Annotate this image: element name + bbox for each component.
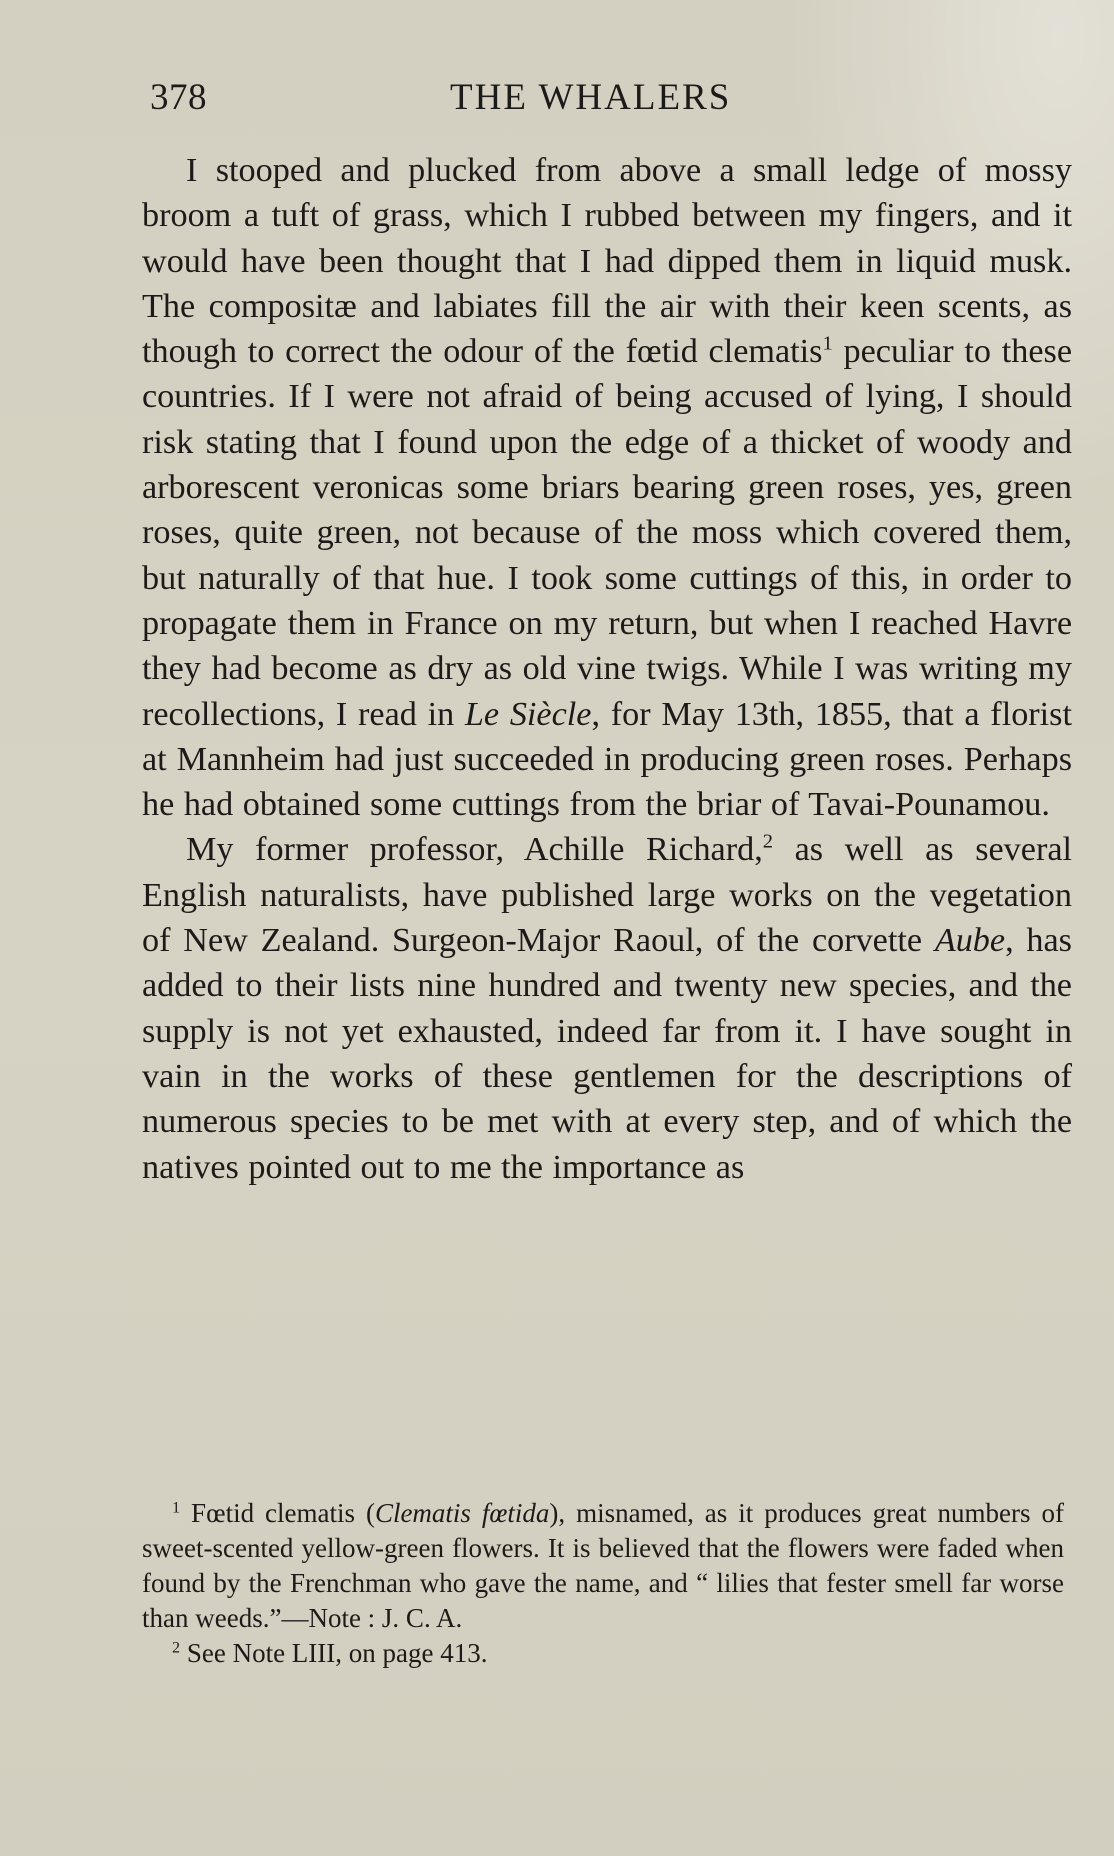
paragraph (142, 148, 1072, 827)
body-text (142, 148, 1072, 1190)
paragraph-text: as well as several English naturalists, have published large works on the vegetation of New Zealand. Surgeon-Major Raoul, of the corvette (142, 831, 1072, 960)
footnote-marker: 1 (172, 1498, 181, 1517)
footnote-reference: 2 (762, 831, 774, 854)
paragraph-text: peculiar to these countries. If I were not afraid of being accused of lying, I should risk stating that I found upon the edge of a thicket of woody and arborescent veronicas some briars bearing green roses, yes, green roses, quite green, not because of the moss which covered them, but naturally of that hue. I took some cuttings of this, in order to propagate them in France on my return, but when I reached Havre they had become as dry as old vine twigs. While I was writing my recollections, I read in (142, 333, 1072, 733)
italic-species-name: Clematis fœtida (374, 1498, 550, 1528)
paragraph-text: My former professor, Achille Richard, (186, 831, 763, 869)
paragraph-text: , for May 13th, 1855, that a florist at Mannheim had just succeeded in producing green roses. Perhaps he had obtained some cuttings from the briar of Tavai-Pounamou. (142, 695, 1072, 824)
page-number: 378 (150, 77, 207, 118)
footnote-marker: 2 (172, 1638, 181, 1657)
footnote-text: ), misnamed, as it produces great numbers of sweet-scented yellow-green flowers. It is believed that the flowers were faded when found by the Frenchman who gave the name, and “ lilies that fester smell far worse than weeds.”—Note : J. C. A. (142, 1498, 1064, 1633)
italic-ship-name: Aube (934, 922, 1006, 960)
paragraph-text: I stooped and plucked from above a small ledge of mossy broom a tuft of grass, which I rubbed between my fingers, and it would have been thought that I had dipped them in liquid musk. The compositæ and labiates fill the air with their keen scents, as though to correct the odour of the fœtid clematis (142, 152, 1072, 371)
footnote-text: Fœtid clematis ( (180, 1498, 375, 1528)
italic-title: Le Siècle (464, 695, 592, 733)
footnote-text: See Note LIII, on page 413. (180, 1638, 488, 1668)
paragraph (142, 827, 1072, 1189)
footnote (142, 1496, 1064, 1636)
footnote-reference: 1 (822, 332, 833, 355)
running-head: THE WHALERS (450, 77, 732, 118)
paragraph-text: , has added to their lists nine hundred and twenty new species, and the supply is not yet exhausted, indeed far from it. I have sought in vain in the works of these gentlemen for the descriptions of numerous species to be met with at every step, and of which the natives pointed out to me the importance as (142, 922, 1072, 1186)
footnotes (142, 1496, 1064, 1671)
page-header (150, 76, 1070, 132)
footnote (142, 1636, 1064, 1671)
